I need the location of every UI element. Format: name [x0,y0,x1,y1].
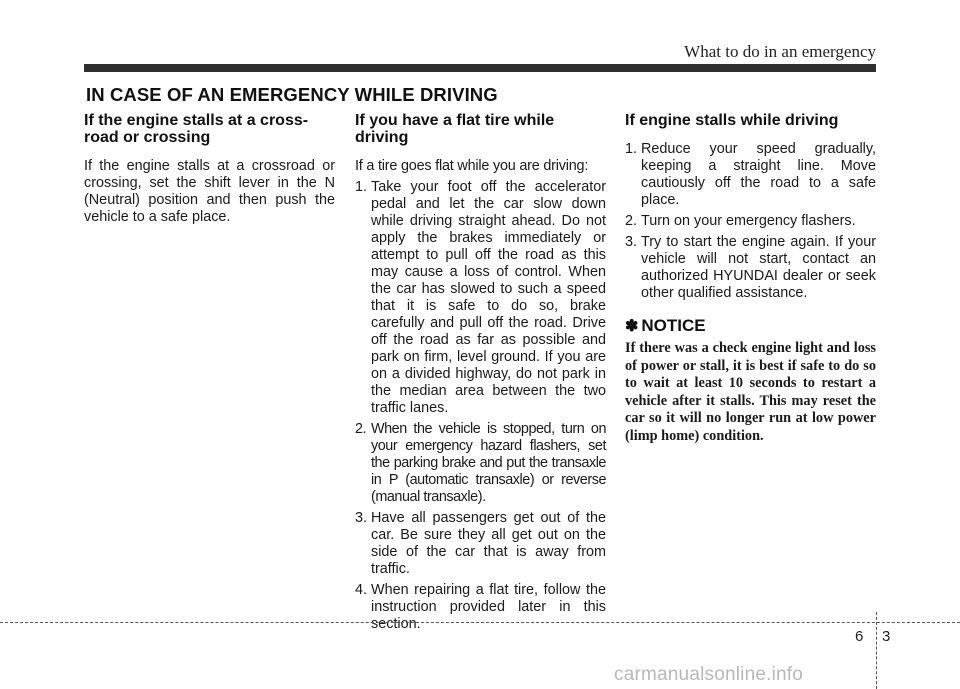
step-number: 2. [355,421,367,437]
column-engine-stalls-crossing [84,112,335,226]
flat-tire-steps [355,179,606,633]
chapter-title: What to do in an emergency [684,42,876,61]
flat-tire-step [355,582,606,633]
page-number: 3 [882,628,891,645]
step-number: 1. [355,179,368,195]
footer-divider [0,622,960,623]
notice-body: If there was a check engine light and loss of power or stall, it is best if safe to do so to wait at least 10 seconds to restart a vehicle after it stalls. This may reset the car so it will no longer run at low power (limp home) condition. [625,340,876,444]
step-text: When repairing a flat tire, follow the instruction provided later in this section. [371,582,606,632]
step-text: Take your foot off the accelerator pedal and let the car slow down while driving straight ahead. Do not apply the brakes immediately or attempt to pull off the road as this may cause a loss of control. When the car has slowed to such a speed that it is safe to do so, brake carefully and pull off the road. Drive off the road as far as possible and park on firm, level ground. If you are on a divided highway, do not park in the median area between the two traffic lanes. [371,179,606,416]
step-number: 3. [625,234,638,250]
chapter-number: 6 [855,628,864,645]
step-number: 3. [355,510,368,526]
notice-title: NOTICE [641,316,706,335]
engine-stall-steps [625,141,876,302]
notice-heading [625,316,876,336]
engine-stall-step [625,234,876,302]
step-text: Reduce your speed gradually, keeping a straight line. Move cautiously off the road to a safe place. [641,141,876,208]
watermark: carmanualsonline.info [614,664,804,685]
header-rule [84,64,876,72]
step-text: Try to start the engine again. If your vehicle will not start, contact an authorized HYUNDAI dealer or seek other qualified assistance. [641,234,876,301]
engine-stall-step [625,141,876,209]
flat-tire-step [355,421,606,506]
step-text: Have all passengers get out of the car. Be sure they all get out on the side of the car that is away from traffic. [371,510,606,577]
flat-tire-step [355,179,606,417]
heading-engine-stalls-crossing: If the engine stalls at a cross-road or crossing [84,112,309,146]
step-text: When the vehicle is stopped, turn on your emergency hazard flashers, set the parking brake and put the transaxle in P (automatic transaxle) or reverse (manual transaxle). [371,421,606,505]
heading-engine-stalls-driving: If engine stalls while driving [625,112,839,129]
column-flat-tire [355,112,606,637]
step-number: 4. [355,582,368,598]
heading-flat-tire: If you have a flat tire while driving [355,112,555,146]
paragraph-engine-stalls-crossing: If the engine stalls at a crossroad or crossing, set the shift lever in the N (Neutral) position and then push the vehicle to a safe place. [84,158,335,225]
column-engine-stalls-driving [625,112,876,446]
engine-stall-step [625,213,876,230]
notice-icon: ✽ [625,317,639,335]
footer-page-divider [876,612,877,689]
step-number: 2. [625,213,638,229]
flat-tire-intro: If a tire goes flat while you are driving: [355,158,589,174]
section-title: IN CASE OF AN EMERGENCY WHILE DRIVING [86,84,498,105]
flat-tire-step [355,510,606,578]
step-text: Turn on your emergency flashers. [641,213,856,229]
step-number: 1. [625,141,638,157]
